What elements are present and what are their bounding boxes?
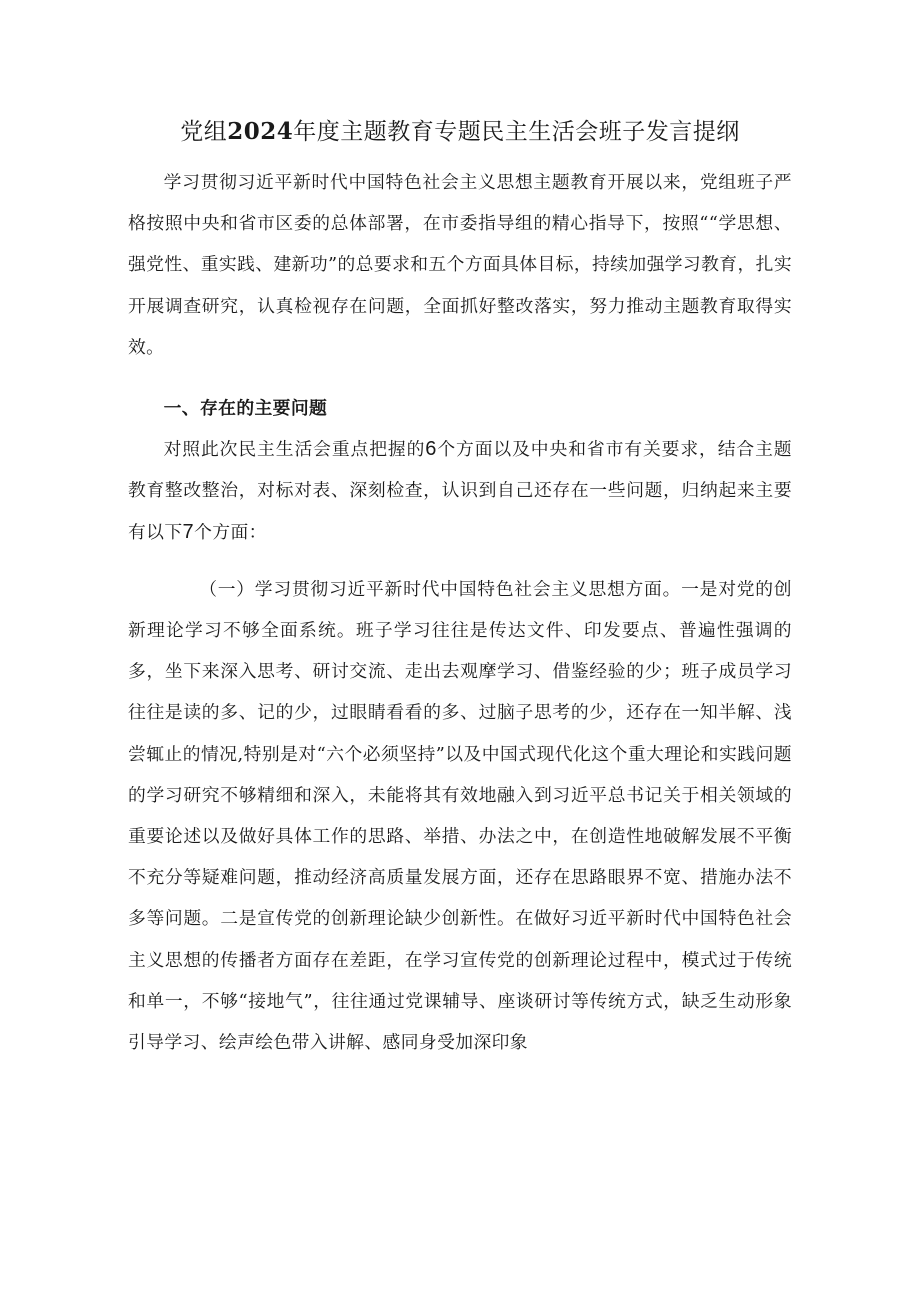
intro-paragraph: 学习贯彻习近平新时代中国特色社会主义思想主题教育开展以来，党组班子严格按照中央和省市区委的总体部署，在市委指导组的精心指导下，按照““学思想、强党性、重实践、建新功”的总要求和五个方面具体目标，持续加强学习教育，扎实开展调查研究，认真检视存在问题，全面抓好整改落实，努力推动主题教育取得实效。 bbox=[128, 172, 793, 358]
count-problems: 7 bbox=[182, 520, 195, 543]
count-aspects: 6 bbox=[425, 438, 437, 461]
section-paragraph bbox=[128, 429, 792, 553]
title-suffix: 年度主题教育专题民主生活会班子发言提纲 bbox=[293, 119, 740, 145]
paragraph-text: 对照此次民主生活会重点把握的 bbox=[163, 439, 426, 461]
paragraph-text: 个方面以及中央和省市有关要求，结合主题教育整改整治，对标对表、深刻检查，认识到自己还存在一些问题，归纳起来主要有以下 bbox=[128, 439, 792, 543]
document-title bbox=[128, 112, 792, 152]
title-year: 2024 bbox=[227, 118, 294, 145]
title-prefix: 党组 bbox=[180, 119, 228, 145]
subsection-paragraph: （一）学习贯彻习近平新时代中国特色社会主义思想方面。一是对党的创新理论学习不够全面系统。班子学习往往是传达文件、印发要点、普遍性强调的多，坐下来深入思考、研讨交流、走出去观摩学习、借鉴经验的少；班子成员学习往往是读的多、记的少，过眼睛看看的多、过脑子思考的少，还存在一知半解、浅尝辄止的情况,特别是对“六个必须坚持”以及中国式现代化这个重大理论和实践问题的学习研究不够精细和深入，未能将其有效地融入到习近平总书记关于相关领域的重要论述以及做好具体工作的思路、举措、办法之中，在创造性地破解发展不平衡不充分等疑难问题，推动经济高质量发展方面，还存在思路眼界不宽、措施办法不多等问题。二是宣传党的创新理论缺少创新性。在做好习近平新时代中国特色社会主义思想的传播者方面存在差距，在学习宣传党的创新理论过程中，模式过于传统和单一，不够“接地气”，往往通过党课辅导、座谈研讨等传统方式，缺乏生动形象引导学习、绘声绘色带入讲解、感同身受加深印象 bbox=[128, 578, 792, 1054]
paragraph-text: 个方面： bbox=[194, 521, 267, 543]
section-heading: 一、存在的主要问题 bbox=[163, 398, 328, 420]
